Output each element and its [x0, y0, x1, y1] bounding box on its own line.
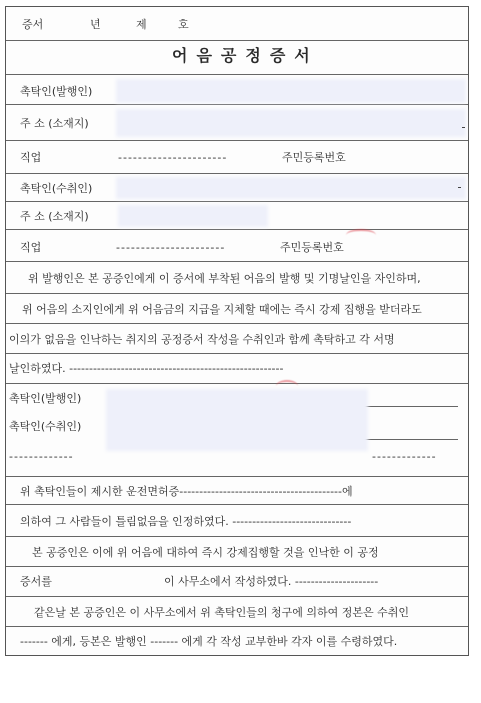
- issuer-regno-label: 주민등록번호: [282, 151, 346, 164]
- certify-line-2: [6, 567, 468, 597]
- redaction-issuer: [116, 79, 466, 103]
- holder-regno-label: 주민등록번호: [280, 241, 344, 254]
- signature-issuer-label: 촉탁인(발행인): [9, 392, 82, 405]
- certify-line-2-end: 이 사무소에서 작성하였다. ---------------------: [164, 575, 379, 588]
- issuer-address-label: 주 소 (소재지): [20, 117, 89, 130]
- year-label: 년: [90, 18, 101, 31]
- seal-mark-lower: [276, 380, 298, 392]
- body-line-3: 이의가 없음을 인낙하는 취지의 공정증서 작성을 수취인과 함께 촉탁하고 각 서명: [6, 324, 468, 354]
- certify-line-2-start: 증서를: [20, 575, 52, 588]
- final-line-1: 같은날 본 공증인은 이 사무소에서 위 촉탁인들의 청구에 의하여 정본은 수취인: [6, 597, 468, 627]
- redaction-issuer-address: [116, 109, 466, 137]
- document-title: 어음공정증서: [172, 46, 319, 65]
- cert-label: 증서: [22, 18, 44, 31]
- issuer-label: 촉탁인(발행인): [20, 85, 93, 98]
- license-line-2: 의하여 그 사람들이 틀림없음을 인정하였다. ------------------------------: [6, 505, 468, 537]
- title-row: [6, 41, 468, 75]
- holder-job-row: [6, 230, 468, 262]
- header-row: [6, 7, 468, 41]
- signature-right-blank: -------------: [372, 450, 437, 463]
- ho-label: 호: [178, 18, 189, 31]
- signature-holder-label: 촉탁인(수취인): [9, 420, 82, 433]
- margin-tick: [458, 187, 461, 188]
- certify-line-1: 본 공증인은 이에 위 어음에 대하여 즉시 강제집행할 것을 인낙한 이 공정: [6, 537, 468, 567]
- issuer-job-blank: ----------------------: [118, 151, 228, 164]
- signature-holder-line: [362, 439, 458, 440]
- redaction-holder-address: [118, 205, 268, 227]
- notarial-deed-form: [5, 6, 469, 656]
- issuer-job-label: 직업: [20, 151, 42, 164]
- license-line-1: 위 촉탁인들이 제시한 운전면허증-----------------------------------------에: [6, 477, 468, 505]
- signature-left-blank: -------------: [9, 450, 74, 463]
- je-label: 제: [136, 18, 147, 31]
- holder-address-label: 주 소 (소재지): [20, 210, 89, 223]
- issuer-job-row: [6, 141, 468, 174]
- holder-job-label: 직업: [20, 241, 42, 254]
- holder-label: 촉탁인(수취인): [20, 182, 93, 195]
- body-line-1: 위 발행인은 본 공증인에게 이 증서에 부착된 어음의 발행 및 기명날인을 자인하며,: [6, 262, 468, 294]
- seal-mark-upper: [346, 229, 376, 241]
- body-line-4: 날인하였다. ------------------------------------------------------: [6, 354, 468, 384]
- signature-issuer-line: [362, 406, 458, 407]
- margin-tick: [462, 127, 465, 128]
- body-line-2: 위 어음의 소지인에게 위 어음금의 지급을 지체할 때에는 즉시 강제 집행을 받더라도: [6, 294, 468, 324]
- redaction-signatures: [106, 389, 368, 451]
- holder-job-blank: ----------------------: [116, 241, 226, 254]
- redaction-holder: [116, 177, 466, 199]
- final-line-2: ------- 에게, 등본은 발행인 ------- 에게 각 작성 교부한바 각자 이를 수령하였다.: [20, 635, 398, 648]
